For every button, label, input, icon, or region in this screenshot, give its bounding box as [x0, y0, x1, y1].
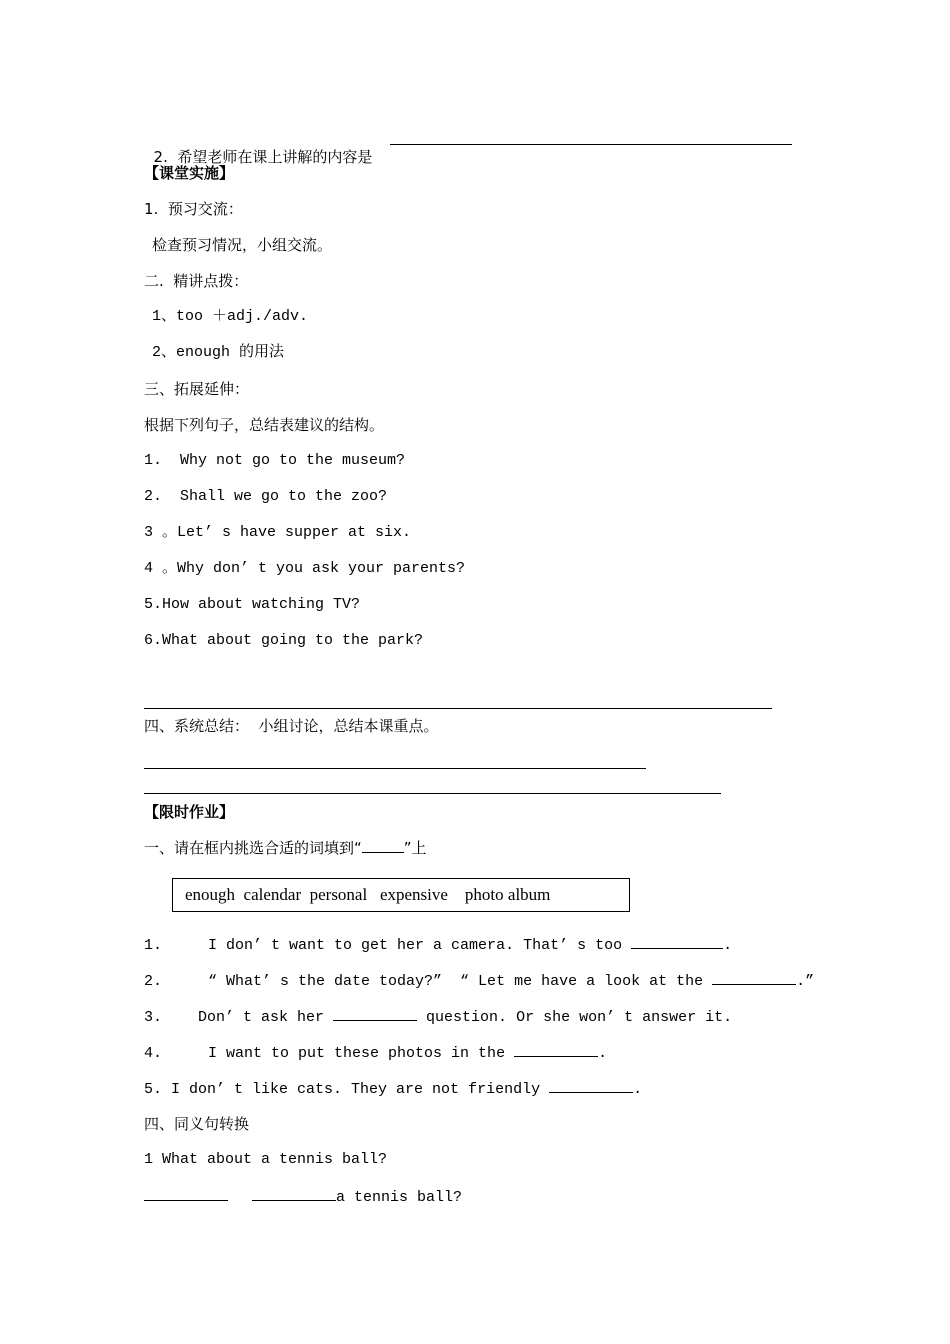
- item-text: I don’ t like cats. They are not friendly: [171, 1081, 550, 1098]
- preview-text: 检查预习情况，小组交流。: [152, 236, 333, 254]
- item-number: 5.: [144, 1081, 163, 1098]
- item-number: 3.: [144, 1009, 163, 1026]
- preview-heading: 1. 预习交流：: [144, 200, 243, 218]
- item-text: .”: [796, 973, 815, 990]
- example-sentence: 6.What about going to the park?: [144, 632, 424, 649]
- extension-intro: 根据下列句子，总结表建议的结构。: [144, 416, 385, 434]
- fill-heading-before: 一、请在框内挑选合适的词填到“: [144, 839, 362, 857]
- example-sentence: 2. Shall we go to the zoo?: [144, 488, 388, 505]
- answer-line[interactable]: [390, 144, 792, 145]
- fill-heading-after: ”上: [403, 839, 427, 857]
- synonym-heading: 四、同义句转换: [144, 1115, 250, 1133]
- item-text: .: [633, 1081, 643, 1098]
- fill-heading: [144, 838, 427, 858]
- fill-item: [144, 934, 732, 956]
- answer-line[interactable]: [144, 793, 721, 794]
- example-sentence: 4 。Why don’ t you ask your parents?: [144, 560, 466, 577]
- synonym-answer: [144, 1186, 462, 1208]
- answer-blank[interactable]: [514, 1042, 598, 1057]
- item-text: Don’ t ask her: [198, 1009, 334, 1026]
- answer-blank[interactable]: [549, 1078, 633, 1093]
- item-text: .: [598, 1045, 608, 1062]
- item-text: I don’ t want to get her a camera. That’ s too: [208, 937, 632, 954]
- extension-heading: 三、拓展延伸：: [144, 380, 250, 398]
- pre-class-item-2: [144, 127, 372, 167]
- pre-class-item-2-text: 2. 希望老师在课上讲解的内容是: [153, 148, 373, 166]
- fill-item: [144, 970, 814, 992]
- synonym-answer-tail: a tennis ball?: [336, 1189, 463, 1206]
- lecture-point: 1、too ＋adj./adv.: [152, 308, 309, 325]
- word-box: enough calendar personal expensive photo album: [172, 878, 630, 912]
- answer-blank[interactable]: [631, 934, 723, 949]
- fill-item: [144, 1042, 607, 1064]
- lecture-point: 2、enough 的用法: [152, 344, 285, 361]
- example-sentence: 5.How about watching TV?: [144, 596, 361, 613]
- answer-blank[interactable]: [252, 1186, 336, 1201]
- answer-blank[interactable]: [712, 970, 796, 985]
- item-text: question. Or she won’ t answer it.: [417, 1009, 733, 1026]
- example-sentence: 3 。Let’ s have supper at six.: [144, 524, 412, 541]
- item-text: “ What’ s the date today?” “ Let me have a look at the: [208, 973, 713, 990]
- answer-line[interactable]: [144, 768, 646, 769]
- blank: [362, 838, 404, 853]
- fill-item: [144, 1078, 642, 1100]
- lecture-heading: 二. 精讲点拨：: [144, 272, 249, 290]
- section-title: 【课堂实施】: [144, 164, 235, 182]
- summary-heading: 四、系统总结： 小组讨论，总结本课重点。: [144, 717, 439, 735]
- item-text: .: [723, 937, 733, 954]
- item-number: 1.: [144, 937, 163, 954]
- synonym-question: 1 What about a tennis ball?: [144, 1151, 388, 1168]
- answer-line[interactable]: [144, 708, 772, 709]
- answer-blank[interactable]: [333, 1006, 417, 1021]
- answer-blank[interactable]: [144, 1186, 228, 1201]
- item-number: 4.: [144, 1045, 163, 1062]
- homework-title: 【限时作业】: [144, 803, 235, 821]
- fill-item: [144, 1006, 732, 1028]
- example-sentence: 1. Why not go to the museum?: [144, 452, 406, 469]
- item-number: 2.: [144, 973, 163, 990]
- item-text: I want to put these photos in the: [208, 1045, 515, 1062]
